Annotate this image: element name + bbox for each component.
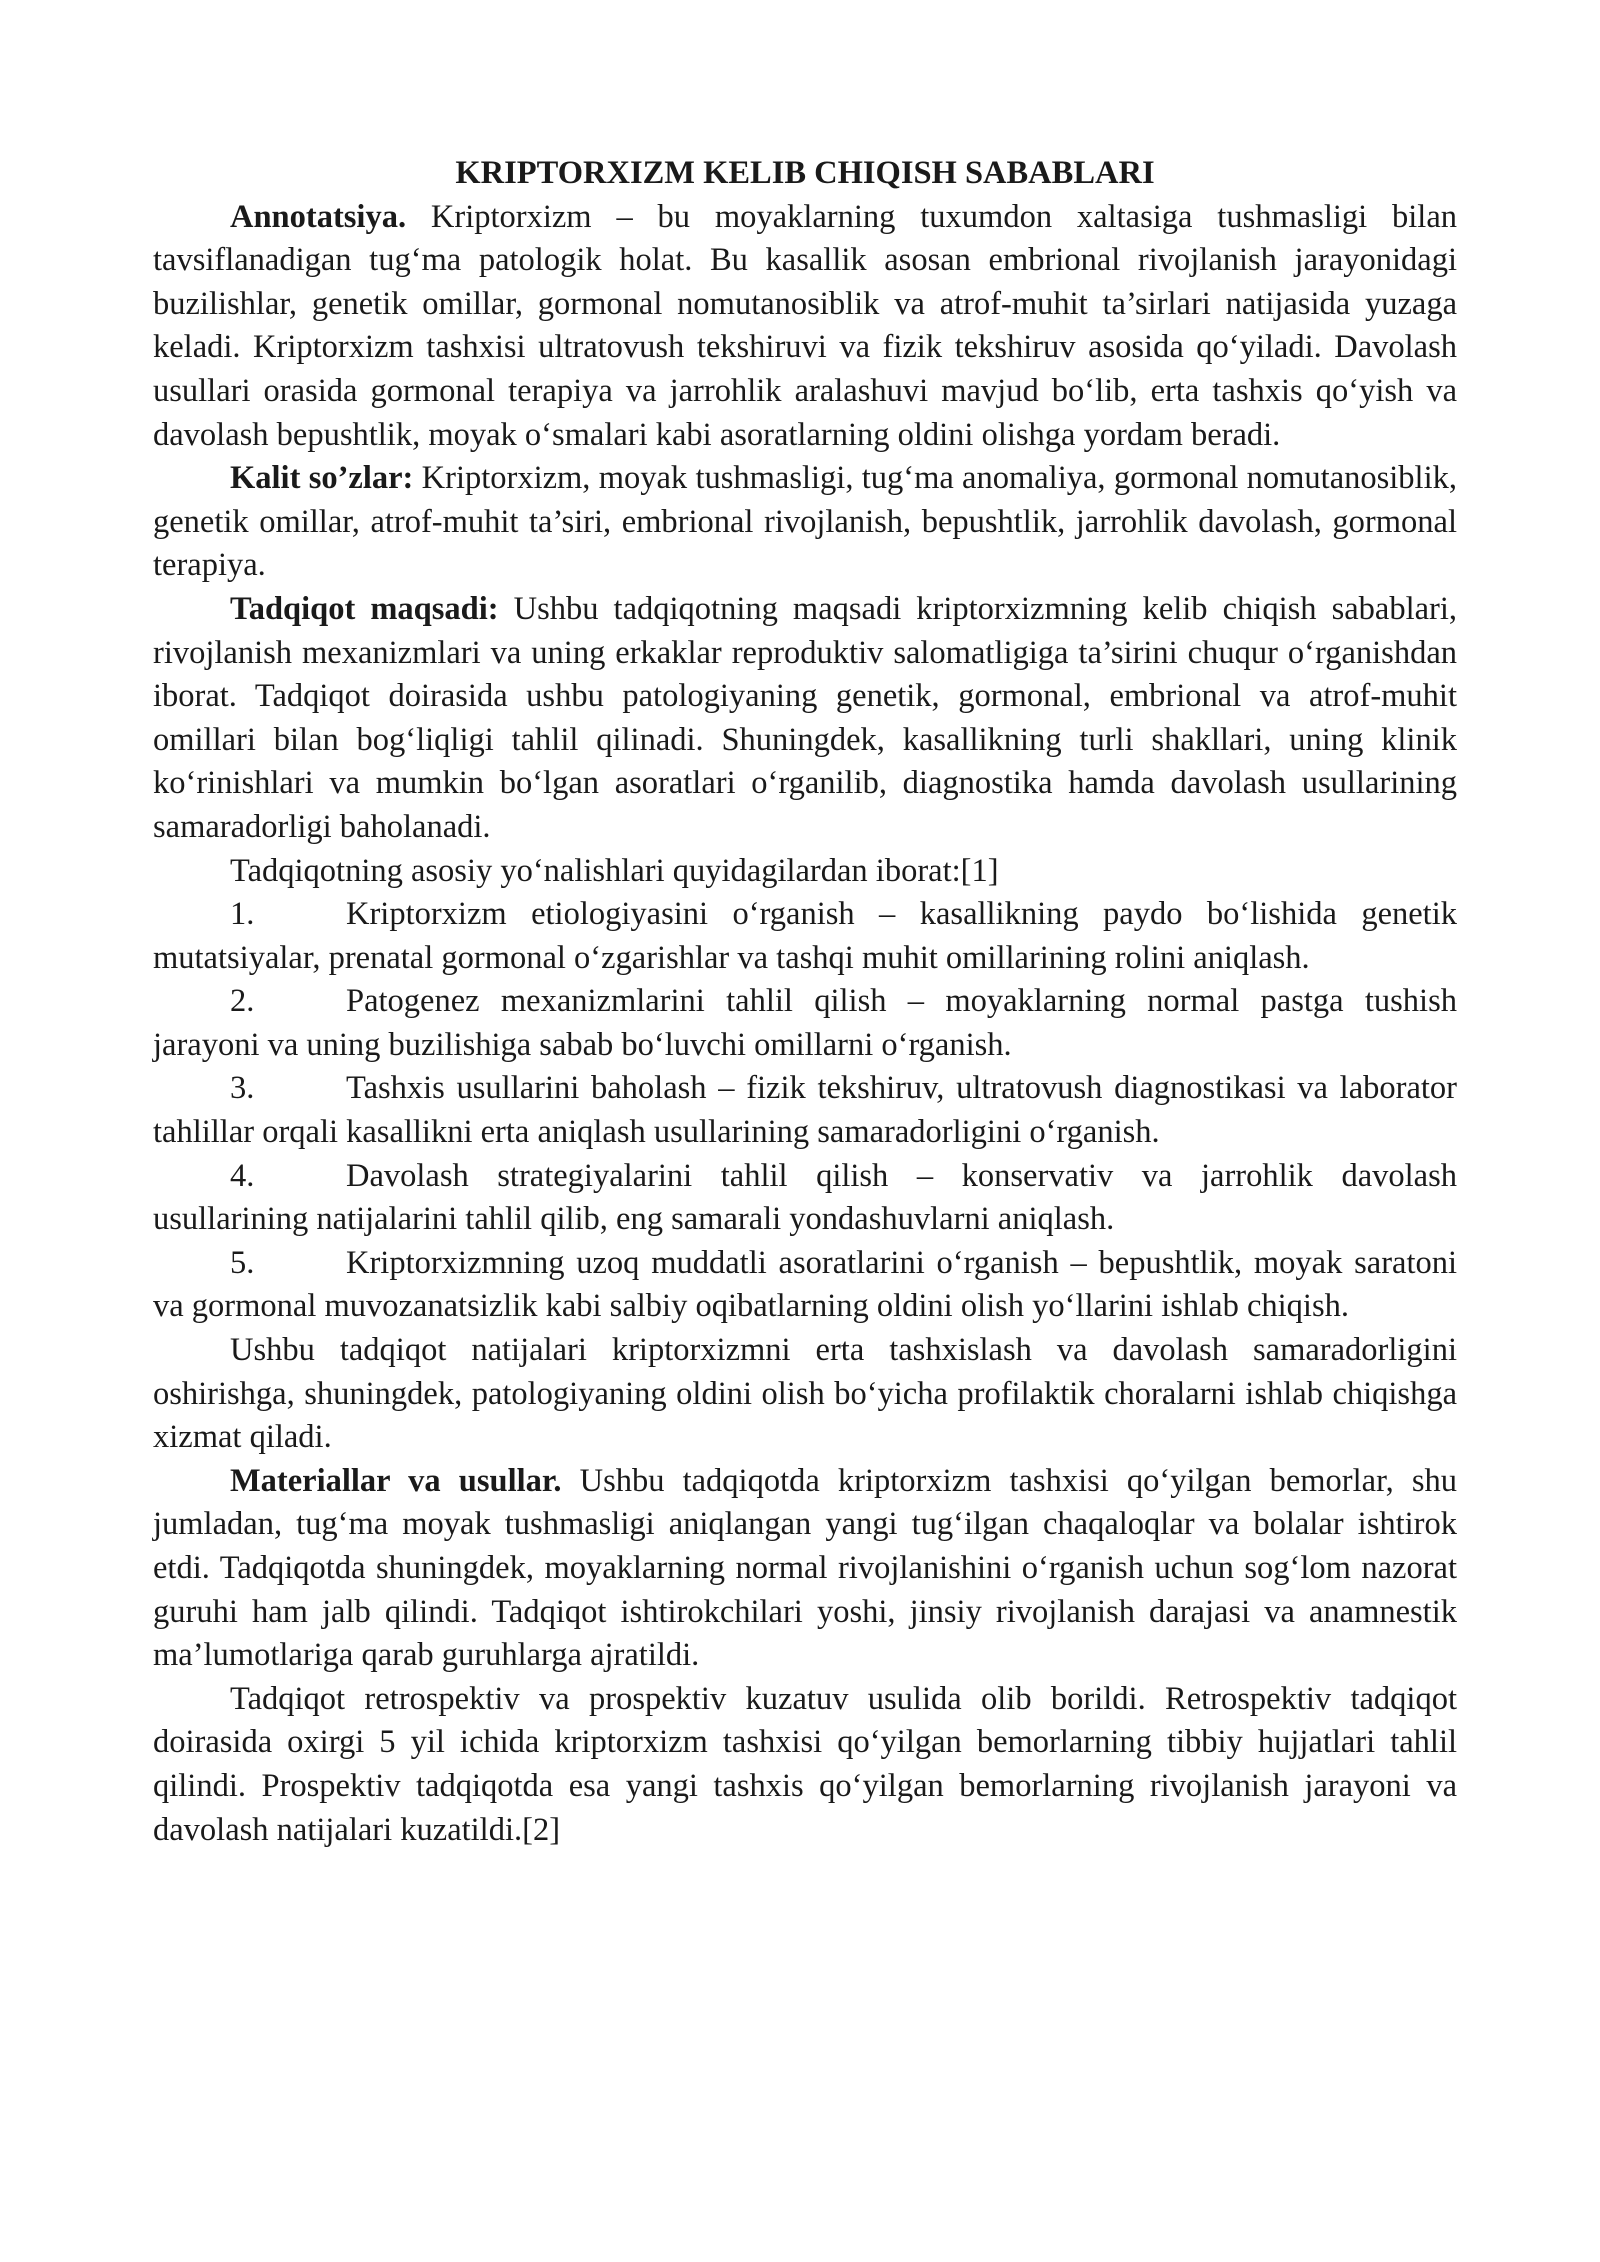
list-item-text: Kriptorxizmning uzoq muddatli asoratlarini o‘rganish – bepushtlik, moyak saratoni va gormonal muvozanatsizlik kabi salbiy oqibatlarning oldini olish yo‘llarini ishlab chiqish. xyxy=(153,1244,1457,1325)
materials-paragraph xyxy=(153,1460,1457,1678)
keywords-text: Kriptorxizm, moyak tushmasligi, tug‘ma anomaliya, gormonal nomutanosiblik, genetik omillar, atrof-muhit ta’siri, embrional rivojlanish, bepushtlik, jarrohlik davolash, gormonal terapiya. xyxy=(153,460,1457,584)
conclusion-paragraph: Ushbu tadqiqot natijalari kriptorxizmni erta tashxislash va davolash samaradorligini oshirishga, shuningdek, patologiyaning oldini olish bo‘yicha profilaktik choralarni ishlab chiqishga xizmat qiladi. xyxy=(153,1332,1457,1456)
list-item-text: Davolash strategiyalarini tahlil qilish – konservativ va jarrohlik davolash usullarining natijalarini tahlil qilib, eng samarali yondashuvlarni aniqlash. xyxy=(153,1157,1457,1238)
purpose-text: Ushbu tadqiqotning maqsadi kriptorxizmning kelib chiqish sabablari, rivojlanish mexanizmlari va uning erkaklar reproduktiv salomatligiga ta’sirini chuqur o‘rganishdan iborat. Tadqiqot doirasida ushbu patologiyaning genetik, gormonal, embrional va atrof-muhit omillari bilan bog‘liqligi tahlil qilinadi. Shuningdek, kasallikning turli shakllari, uning klinik ko‘rinishlari va mumkin bo‘lgan asoratlari o‘rganilib, diagnostika hamda davolash usullarining samaradorligi baholanadi. xyxy=(153,590,1457,845)
keywords-paragraph xyxy=(153,457,1457,588)
annotation-paragraph xyxy=(153,196,1457,458)
list-item-number: 1. xyxy=(230,896,255,933)
document-page xyxy=(153,152,1457,1852)
list-item-text: Patogenez mexanizmlarini tahlil qilish – moyaklarning normal pastga tushish jarayoni va uning buzilishiga sabab bo‘luvchi omillarni o‘rganish. xyxy=(153,983,1457,1063)
list-item xyxy=(153,893,1457,980)
annotation-text: Kriptorxizm – bu moyaklarning tuxumdon xaltasiga tushmasligi bilan tavsiflanadigan tug‘ma patologik holat. Bu kasallik asosan embrional rivojlanish jarayonidagi buzilishlar, genetik omillar, gormonal nomutanosiblik va atrof-muhit ta’sirlari natijasida yuzaga keladi. Kriptorxizm tashxisi ultratovush tekshiruvi va fizik tekshiruv asosida qo‘yiladi. Davolash usullari orasida gormonal terapiya va jarrohlik aralashuvi mavjud bo‘lib, erta tashxis qo‘yish va davolash bepushtlik, moyak o‘smalari kabi asoratlarning oldini olishga yordam beradi. xyxy=(153,198,1457,453)
article-title: KRIPTORXIZM KELIB CHIQISH SABABLARI xyxy=(455,155,1155,191)
materials-label: Materiallar va usullar. xyxy=(230,1462,562,1499)
list-item xyxy=(153,1242,1457,1329)
annotation-label: Annotatsiya. xyxy=(230,198,407,235)
materials-text: Ushbu tadqiqotda kriptorxizm tashxisi qo‘yilgan bemorlar, shu jumladan, tug‘ma moyak tushmasligi aniqlangan yangi tug‘ilgan chaqaloqlar va bolalar ishtirok etdi. Tadqiqotda shuningdek, moyaklarning normal rivojlanishini o‘rganish uchun sog‘lom nazorat guruhi ham jalb qilindi. Tadqiqot ishtirokchilari yoshi, jinsiy rivojlanish darajasi va anamnestik ma’lumotlariga qarab guruhlarga ajratildi. xyxy=(153,1462,1458,1674)
list-item-number: 2. xyxy=(230,983,255,1020)
list-item-text: Kriptorxizm etiologiyasini o‘rganish – kasallikning paydo bo‘lishida genetik mutatsiyalar, prenatal gormonal o‘zgarishlar va tashqi muhit omillarining rolini aniqlash. xyxy=(153,896,1457,976)
list-item-number: 3. xyxy=(230,1070,255,1107)
list-item-number: 5. xyxy=(230,1244,255,1281)
keywords-label: Kalit so’zlar: xyxy=(230,460,414,497)
purpose-paragraph xyxy=(153,588,1457,850)
study-design-paragraph: Tadqiqot retrospektiv va prospektiv kuzatuv usulida olib borildi. Retrospektiv tadqiqot doirasida oxirgi 5 yil ichida kriptorxizm tashxisi qo‘yilgan bemorlarning tibbiy hujjatlari tahlil qilindi. Prospektiv tadqiqotda esa yangi tashxis qo‘yilgan bemorlarning rivojlanish jarayoni va davolash natijalari kuzatildi.[2] xyxy=(153,1680,1457,1848)
list-item xyxy=(153,1155,1457,1242)
list-item xyxy=(153,1067,1457,1154)
list-item-number: 4. xyxy=(230,1157,255,1194)
purpose-label: Tadqiqot maqsadi: xyxy=(230,590,499,627)
directions-intro: Tadqiqotning asosiy yo‘nalishlari quyidagilardan iborat:[1] xyxy=(230,852,999,889)
list-item-text: Tashxis usullarini baholash – fizik tekshiruv, ultratovush diagnostikasi va laborator tahlillar orqali kasallikni erta aniqlash usullarining samaradorligini o‘rganish. xyxy=(153,1070,1457,1151)
list-item xyxy=(153,980,1457,1067)
